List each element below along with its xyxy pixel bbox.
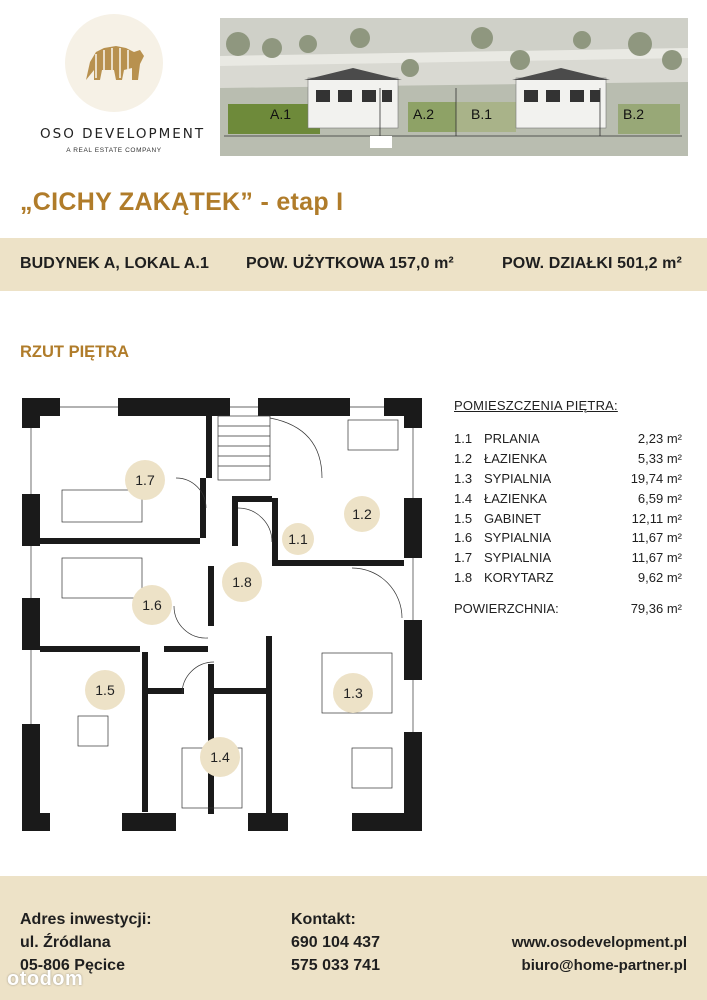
render-label-a1: A.1 — [270, 106, 292, 122]
bear-logo-icon — [65, 14, 163, 112]
plan-label-1-5: 1.5 — [95, 682, 115, 698]
rooms-list — [454, 398, 682, 616]
room-row: 1.1 PRLANIA 2,23 m² — [454, 431, 682, 447]
room-row: 1.3 SYPIALNIA 19,74 m² — [454, 470, 682, 486]
total-label: POWIERZCHNIA: — [454, 601, 559, 617]
render-label-a2: A.2 — [413, 106, 435, 122]
section-title: RZUT PIĘTRA — [20, 343, 130, 361]
brand-logo — [40, 14, 206, 154]
room-row: 1.7 SYPIALNIA 11,67 m² — [454, 550, 682, 566]
rooms-heading: POMIESZCZENIA PIĘTRA: — [454, 398, 618, 413]
render-label-b2: B.2 — [623, 106, 645, 122]
website-link[interactable]: www.osodevelopment.pl — [511, 934, 687, 951]
plan-label-1-4: 1.4 — [210, 749, 230, 765]
info-band — [0, 238, 707, 291]
otodom-watermark: otodom — [7, 968, 84, 990]
room-row: 1.6 SYPIALNIA 11,67 m² — [454, 530, 682, 546]
address-block: Adres inwestycji: ul. Źródlana 05-806 Pęcice — [20, 911, 152, 974]
room-row: 1.4 ŁAZIENKA 6,59 m² — [454, 490, 682, 506]
building-info: BUDYNEK A, LOKAL A.1 — [20, 255, 209, 272]
phone-2[interactable]: 575 033 741 — [291, 957, 380, 974]
project-stage: - etap I — [253, 188, 344, 216]
brand-tagline: A REAL ESTATE COMPANY — [66, 147, 162, 154]
footer — [0, 876, 707, 1000]
usable-area: POW. UŻYTKOWA 157,0 m² — [246, 255, 454, 272]
phone-1[interactable]: 690 104 437 — [291, 934, 380, 951]
plot-area: POW. DZIAŁKI 501,2 m² — [502, 255, 682, 272]
site-render-image — [220, 18, 688, 156]
brand-name: OSO DEVELOPMENT — [40, 126, 206, 142]
plan-label-1-2: 1.2 — [352, 506, 372, 522]
page-title — [20, 188, 343, 217]
render-label-b1: B.1 — [471, 106, 493, 122]
room-row: 1.5 GABINET 12,11 m² — [454, 510, 682, 526]
plan-label-1-3: 1.3 — [343, 685, 363, 701]
email-link[interactable]: biuro@home-partner.pl — [521, 957, 687, 974]
project-name: „CICHY ZAKĄTEK” — [20, 188, 254, 216]
plan-label-1-1: 1.1 — [288, 531, 308, 547]
contact-block: Kontakt: 690 104 437 575 033 741 — [291, 908, 380, 977]
plan-label-1-8: 1.8 — [232, 574, 252, 590]
floor-plan — [22, 398, 422, 831]
web-block — [512, 931, 687, 977]
plan-label-1-7: 1.7 — [135, 472, 155, 488]
room-row: 1.2 ŁAZIENKA 5,33 m² — [454, 451, 682, 467]
room-row: 1.8 KORYTARZ 9,62 m² — [454, 569, 682, 585]
plan-label-1-6: 1.6 — [142, 597, 162, 613]
total-value: 79,36 m² — [630, 601, 682, 617]
rooms-total — [454, 601, 682, 616]
